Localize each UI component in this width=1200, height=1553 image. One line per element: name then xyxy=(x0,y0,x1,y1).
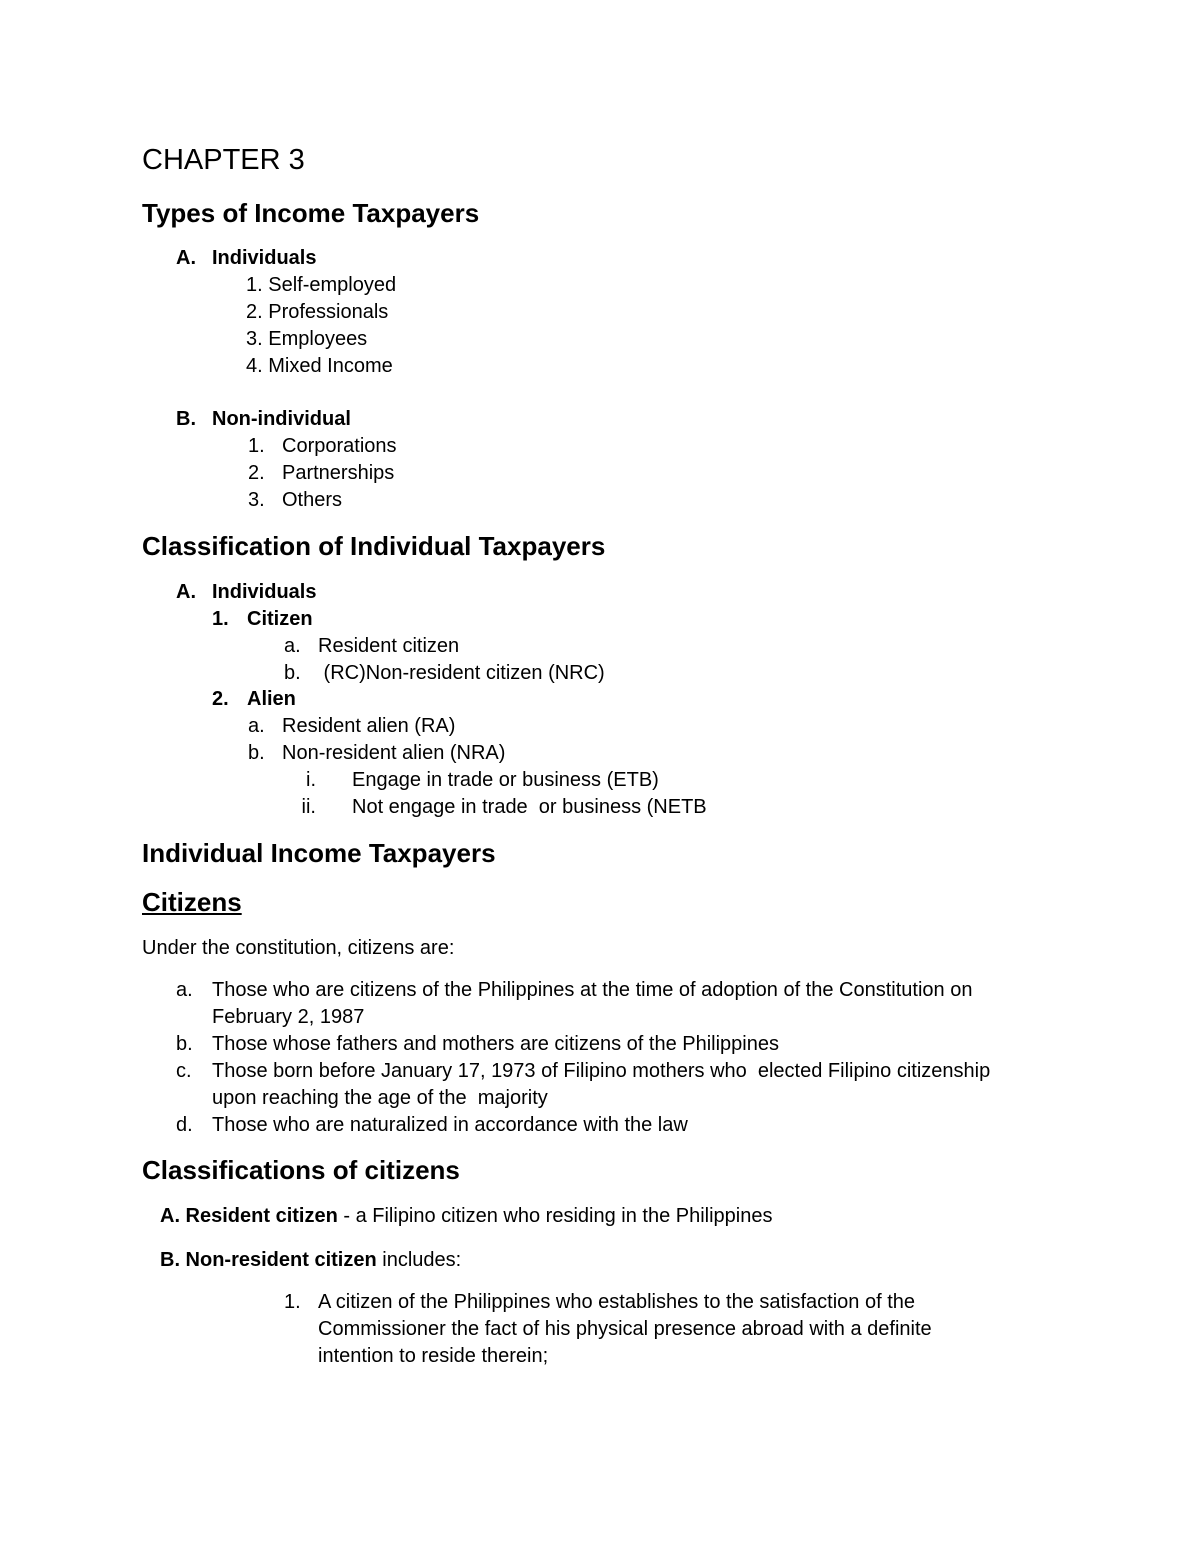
classifications-citizens-heading: Classifications of citizens xyxy=(142,1155,460,1185)
list-marker: 2. xyxy=(248,462,265,484)
list-item-continuation: intention to reside therein; xyxy=(318,1345,549,1367)
list-item-text: Those who are naturalized in accordance with the law xyxy=(212,1114,688,1136)
list-marker: c. xyxy=(176,1060,192,1082)
list-item xyxy=(248,487,343,513)
list-marker: 1. xyxy=(284,1291,301,1313)
list-item-text: Professionals xyxy=(268,301,389,323)
list-item xyxy=(248,460,395,486)
list-marker: A. xyxy=(176,581,196,603)
list-item-text: Employees xyxy=(268,328,368,350)
non-resident-citizen-definition xyxy=(160,1247,461,1273)
list-marker: 2. xyxy=(246,301,263,323)
types-non-individual xyxy=(176,406,351,432)
list-item xyxy=(246,326,367,352)
types-individuals xyxy=(176,245,317,271)
list-marker: a. xyxy=(248,715,265,737)
list-item-text: Engage in trade or business (ETB) xyxy=(352,769,659,791)
list-item-text: Self-employed xyxy=(268,274,397,296)
list-marker: b. xyxy=(284,662,301,684)
types-individuals-label: Individuals xyxy=(212,247,317,269)
resident-citizen-term: A. Resident citizen xyxy=(160,1205,338,1227)
list-item xyxy=(248,740,506,766)
list-marker: 2. xyxy=(212,688,229,710)
list-item xyxy=(248,433,397,459)
list-marker: b. xyxy=(176,1033,193,1055)
list-item xyxy=(284,633,460,659)
types-non-individual-label: Non-individual xyxy=(212,408,351,430)
list-item xyxy=(246,299,388,325)
non-resident-citizen-term: B. Non-resident citizen xyxy=(160,1249,377,1271)
citizens-heading: Citizens xyxy=(142,887,242,917)
list-marker: B. xyxy=(176,408,196,430)
list-item xyxy=(246,272,396,298)
list-item xyxy=(176,1112,688,1138)
list-marker: i. xyxy=(306,769,316,791)
list-item-text: Resident citizen xyxy=(318,635,460,657)
list-item xyxy=(280,794,707,820)
list-item-continuation: Commissioner the fact of his physical presence abroad with a definite xyxy=(318,1318,932,1340)
list-item-text: Those whose fathers and mothers are citizens of the Philippines xyxy=(212,1033,779,1055)
list-item-text: Partnerships xyxy=(282,462,395,484)
list-item-continuation: February 2, 1987 xyxy=(212,1006,365,1028)
list-item-text: A citizen of the Philippines who establishes to the satisfaction of the xyxy=(318,1291,916,1313)
list-item-text: Not engage in trade or business (NETB xyxy=(352,796,707,818)
list-marker: ii. xyxy=(301,796,316,818)
list-marker: a. xyxy=(284,635,301,657)
alien-heading xyxy=(212,686,296,712)
list-item-text: (RC)Non-resident citizen (NRC) xyxy=(318,662,605,684)
list-item xyxy=(176,1058,991,1084)
list-item-text: Those born before January 17, 1973 of Filipino mothers who elected Filipino citizenship xyxy=(212,1060,991,1082)
classification-individuals-label: Individuals xyxy=(212,581,317,603)
classification-individuals xyxy=(176,579,317,605)
list-marker: A. xyxy=(176,247,196,269)
list-item xyxy=(284,660,605,686)
list-marker: 1. xyxy=(248,435,265,457)
list-item-continuation: upon reaching the age of the majority xyxy=(212,1087,548,1109)
list-item xyxy=(176,1031,779,1057)
list-marker: 1. xyxy=(212,608,229,630)
list-marker: b. xyxy=(248,742,265,764)
classification-heading: Classification of Individual Taxpayers xyxy=(142,531,606,561)
list-marker: 3. xyxy=(248,489,265,511)
list-marker: d. xyxy=(176,1114,193,1136)
citizens-intro: Under the constitution, citizens are: xyxy=(142,937,455,959)
list-item-text: Corporations xyxy=(282,435,397,457)
list-marker: 3. xyxy=(246,328,263,350)
citizen-label: Citizen xyxy=(247,608,313,630)
list-marker: a. xyxy=(176,979,193,1001)
list-item-text: Mixed Income xyxy=(268,355,393,377)
list-item xyxy=(280,767,659,793)
list-item-text: Non-resident alien (NRA) xyxy=(282,742,506,764)
list-item xyxy=(176,977,973,1003)
list-item xyxy=(246,353,393,379)
individual-income-heading: Individual Income Taxpayers xyxy=(142,838,496,868)
list-marker: 1. xyxy=(246,274,263,296)
list-item-text: Those who are citizens of the Philippines at the time of adoption of the Constitution on xyxy=(212,979,973,1001)
citizen-heading xyxy=(212,606,313,632)
resident-citizen-definition xyxy=(160,1203,772,1229)
list-marker: 4. xyxy=(246,355,263,377)
chapter-title: CHAPTER 3 xyxy=(142,144,305,176)
list-item xyxy=(284,1289,916,1315)
list-item-text: Resident alien (RA) xyxy=(282,715,456,737)
alien-label: Alien xyxy=(247,688,296,710)
list-item-text: Others xyxy=(282,489,343,511)
resident-citizen-text: - a Filipino citizen who residing in the Philippines xyxy=(337,1205,773,1227)
non-resident-citizen-text: includes: xyxy=(376,1249,462,1271)
list-item xyxy=(248,713,456,739)
types-heading: Types of Income Taxpayers xyxy=(142,198,480,228)
